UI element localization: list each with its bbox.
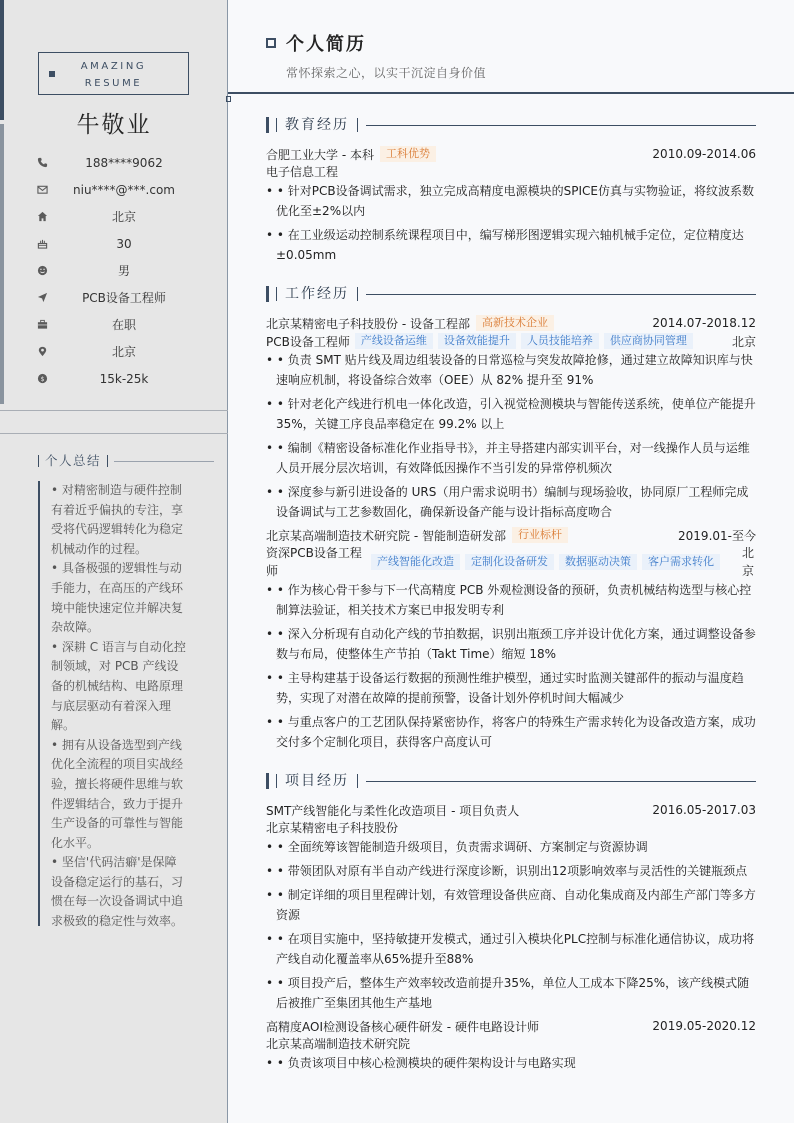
section-bar: [266, 117, 269, 133]
summary-item: • 对精密制造与硬件控制有着近乎偏执的专注，享受将代码逻辑转化为稳定机械动作的过程。: [51, 481, 188, 559]
info-position: [36, 284, 212, 311]
briefcase-icon: [36, 319, 48, 331]
school-tag: 工科优势: [380, 146, 436, 162]
send-icon: [36, 292, 48, 304]
header-rule-marker: [226, 96, 231, 102]
brand-line2: RESUME: [84, 78, 143, 89]
cake-icon: [36, 238, 48, 250]
job-bullet: • • 负责 SMT 贴片线及周边组装设备的日常巡检与突发故障抢修，通过建立故障知识库与快速响应机制，将设备综合效率（OEE）从 82% 提升至 91%: [266, 350, 756, 390]
age-value: 30: [116, 236, 132, 251]
section-line: [366, 294, 756, 295]
section-title-text: 教育经历: [276, 118, 358, 132]
project-name: SMT产线智能化与柔性化改造项目 - 项目负责人: [266, 803, 520, 818]
brand-line1: AMAZING: [80, 61, 147, 72]
residence-value: 北京: [111, 210, 136, 224]
education-bullet: • • 在工业级运动控制系统课程项目中，编写梯形图逻辑实现六轴机械手定位，定位精度达±0.05mm: [266, 225, 756, 265]
work-section-title: [266, 285, 756, 303]
education-entry-head: [266, 145, 756, 163]
projects-section-title: [266, 772, 756, 790]
job-date: 2014.07-2018.12: [652, 316, 756, 330]
target-city-value: 北京: [111, 345, 136, 359]
home-icon: [36, 211, 48, 223]
candidate-name: 牛敬业: [76, 112, 152, 138]
summary-section-title: [38, 452, 214, 470]
project-bullet: • • 全面统筹该智能制造升级项目，负责需求调研、方案制定与资源协调: [266, 837, 756, 857]
skill-tag: 定制化设备研发: [465, 554, 554, 570]
job-role: PCB设备工程师: [266, 334, 350, 349]
job-company: 北京某高端制造技术研究院 - 智能制造研发部: [266, 528, 506, 543]
job-bullet: • • 主导构建基于设备运行数据的预测性维护模型，通过实时监测关键部件的振动与温度趋势，实现了对潜在故障的提前预警，设备计划外停机时间大幅减少: [266, 668, 756, 708]
phone-value: 188****9062: [85, 155, 163, 170]
location-pin-icon: [36, 346, 48, 358]
education-date: 2010.09-2014.06: [652, 147, 756, 161]
project-bullet: • • 负责该项目中核心检测模块的硬件架构设计与电路实现: [266, 1053, 756, 1073]
info-gender: [36, 257, 212, 284]
money-icon: [36, 373, 48, 385]
project-org: 北京某精密电子科技股份: [266, 821, 399, 835]
skill-tag: 人员技能培养: [521, 333, 599, 349]
job-bullet: • • 编制《精密设备标准化作业指导书》，并主导搭建内部实训平台，对一线操作人员与运维人员开展分层次培训，有效降低因操作不当引发的异常停机频次: [266, 438, 756, 478]
summary-title-text: 个人总结: [38, 455, 108, 467]
project-bullet: • • 带领团队对原有半自动产线进行深度诊断，识别出12项影响效率与灵活性的关键瓶颈点: [266, 861, 756, 881]
sidebar-divider: [0, 433, 228, 434]
page-subtitle: 常怀探索之心，以实干沉淀自身价值: [286, 66, 487, 80]
job-bullet: • • 深度参与新引进设备的 URS（用户需求说明书）编制与现场验收，协同原厂工程师完成设备调试与工艺参数固化，确保新设备产能与设计指标高度吻合: [266, 482, 756, 522]
project-bullet: • • 在项目实施中，坚持敏捷开发模式，通过引入模块化PLC控制与标准化通信协议，成功将产线自动化覆盖率从65%提升至88%: [266, 929, 756, 969]
job-entry-head: [266, 526, 756, 544]
job-location: 北京: [731, 334, 756, 349]
job-bullets: [266, 580, 756, 756]
info-residence: [36, 203, 212, 230]
job-company: 北京某精密电子科技股份 - 设备工程部: [266, 316, 470, 331]
header-rule: [228, 92, 794, 94]
info-phone: [36, 149, 212, 176]
skill-tag: 供应商协同管理: [604, 333, 693, 349]
project-bullets: [266, 1053, 756, 1077]
job-bullet: • • 作为核心骨干参与下一代高精度 PCB 外观检测设备的预研，负责机械结构选型与核心控制算法验证，相关技术方案已申报发明专利: [266, 580, 756, 620]
sidebar-accent-bar: [0, 0, 4, 120]
job-entry-head: [266, 314, 756, 332]
contact-info-list: [36, 149, 212, 392]
summary-item: • 坚信'代码洁癖'是保障设备稳定运行的基石，习惯在每一次设备调试中追求极致的稳定性与效率。: [51, 853, 188, 931]
sidebar-accent-bar-lower: [0, 124, 4, 404]
section-title-text: 项目经历: [276, 774, 358, 788]
section-bar: [266, 286, 269, 302]
info-age: [36, 230, 212, 257]
title-square-icon: [266, 38, 276, 48]
project-bullet: • • 项目投产后，整体生产效率较改造前提升35%，单位人工成本下降25%，该产线模式随后被推广至集团其他生产基地: [266, 973, 756, 1013]
status-value: 在职: [111, 318, 136, 332]
info-target-city: [36, 338, 212, 365]
project-entry-head: [266, 1017, 756, 1035]
smile-icon: [36, 265, 48, 277]
project-bullets: [266, 837, 756, 1017]
job-role-line: [266, 332, 756, 350]
job-bullet: • • 深入分析现有自动化产线的节拍数据，识别出瓶颈工序并设计优化方案，通过调整设备参数与布局，使整体生产节拍（Takt Time）缩短 18%: [266, 624, 756, 664]
brand-box: [38, 52, 189, 95]
summary-item: • 深耕 C 语言与自动化控制领域，对 PCB 产线设备的机械结构、电路原理与底层驱动有着深入理解。: [51, 638, 188, 736]
education-section-title: [266, 116, 756, 134]
job-role-line: [266, 544, 756, 580]
brand-square-icon: [49, 71, 55, 77]
mail-icon: [36, 184, 48, 196]
education-major: 电子信息工程: [266, 165, 339, 179]
project-date: 2019.05-2020.12: [652, 1019, 756, 1033]
section-bar: [266, 773, 269, 789]
main-content: [228, 0, 794, 1123]
skill-tag: 数据驱动决策: [559, 554, 637, 570]
salary-value: 15k-25k: [99, 371, 149, 386]
gender-value: 男: [117, 264, 130, 278]
skill-tag: 客户需求转化: [642, 554, 720, 570]
section-line: [366, 781, 756, 782]
svg-text:$: $: [39, 374, 45, 383]
section-line: [366, 125, 756, 126]
job-company-tag: 行业标杆: [512, 527, 568, 543]
summary-title-line: [114, 461, 214, 462]
job-role: 资深PCB设备工程师: [266, 546, 362, 578]
info-status: [36, 311, 212, 338]
summary-list: [38, 481, 188, 929]
section-title-text: 工作经历: [276, 287, 358, 301]
sidebar-divider: [0, 410, 228, 411]
summary-item: • 具备极强的逻辑性与动手能力，在高压的产线环境中能快速定位并解决复杂故障。: [51, 559, 188, 637]
phone-icon: [36, 157, 48, 169]
sidebar: [0, 0, 228, 1123]
page-title: 个人简历: [286, 34, 366, 55]
job-location: 北京: [742, 546, 755, 578]
skill-tag: 设备效能提升: [438, 333, 516, 349]
project-bullet: • • 制定详细的项目里程碑计划，有效管理设备供应商、自动化集成商及内部生产部门等多方资源: [266, 885, 756, 925]
project-date: 2016.05-2017.03: [652, 803, 756, 817]
job-bullets: [266, 350, 756, 526]
email-value: niu****@***.com: [73, 182, 175, 197]
skill-tag: 产线设备运维: [355, 333, 433, 349]
summary-item: • 拥有从设备选型到产线优化全流程的项目实战经验，擅长将硬件思维与软件逻辑结合，致力于提升生产设备的可靠性与智能化水平。: [51, 736, 188, 854]
education-bullet: • • 针对PCB设备调试需求，独立完成高精度电源模块的SPICE仿真与实物验证，将纹波系数优化至±2%以内: [266, 181, 756, 221]
job-bullet: • • 与重点客户的工艺团队保持紧密协作，将客户的特殊生产需求转化为设备改造方案，成功交付多个定制化项目，获得客户高度认可: [266, 712, 756, 752]
skill-tag: 产线智能化改造: [371, 554, 460, 570]
job-bullet: • • 针对老化产线进行机电一体化改造，引入视觉检测模块与智能传送系统，使单位产能提升 35%，关键工序良品率稳定在 99.2% 以上: [266, 394, 756, 434]
project-org: 北京某高端制造技术研究院: [266, 1037, 411, 1051]
project-name: 高精度AOI检测设备核心硬件研发 - 硬件电路设计师: [266, 1019, 539, 1034]
job-date: 2019.01-至今: [678, 528, 756, 543]
info-salary: [36, 365, 212, 392]
job-company-tag: 高新技术企业: [476, 315, 554, 331]
project-entry-head: [266, 801, 756, 819]
position-value: PCB设备工程师: [82, 291, 166, 305]
education-bullets: [266, 181, 756, 269]
info-email: [36, 176, 212, 203]
school-name: 合肥工业大学 - 本科: [266, 147, 374, 162]
